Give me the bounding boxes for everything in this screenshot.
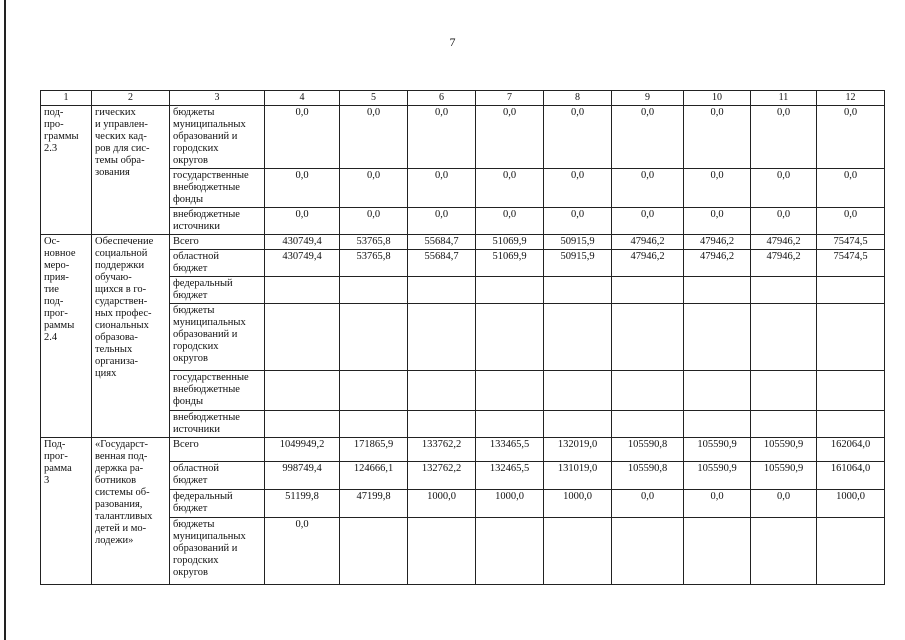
value-cell: 0,0 xyxy=(684,169,751,208)
value-cell xyxy=(408,277,476,304)
value-cell xyxy=(265,304,340,371)
budget-table xyxy=(40,90,885,585)
value-cell: 0,0 xyxy=(684,208,751,235)
funding-source-cell: областной бюджет xyxy=(170,250,265,277)
value-cell xyxy=(817,411,885,438)
value-cell xyxy=(544,304,612,371)
value-cell: 0,0 xyxy=(684,490,751,518)
value-cell xyxy=(265,411,340,438)
value-cell xyxy=(408,371,476,411)
value-cell xyxy=(612,518,684,585)
value-cell: 133465,5 xyxy=(476,438,544,462)
value-cell xyxy=(476,277,544,304)
value-cell: 105590,9 xyxy=(684,438,751,462)
value-cell xyxy=(476,304,544,371)
value-cell: 0,0 xyxy=(265,518,340,585)
value-cell: 131019,0 xyxy=(544,462,612,490)
value-cell: 0,0 xyxy=(612,169,684,208)
value-cell xyxy=(612,371,684,411)
column-header: 3 xyxy=(170,91,265,106)
value-cell: 53765,8 xyxy=(340,250,408,277)
value-cell xyxy=(544,518,612,585)
funding-source-cell: государственные внебюджетные фонды xyxy=(170,371,265,411)
value-cell xyxy=(544,277,612,304)
table-row xyxy=(41,438,885,462)
value-cell: 171865,9 xyxy=(340,438,408,462)
value-cell: 47946,2 xyxy=(751,235,817,250)
funding-source-cell: бюджеты муниципальных образований и городских округов xyxy=(170,304,265,371)
value-cell: 55684,7 xyxy=(408,250,476,277)
value-cell: 0,0 xyxy=(265,208,340,235)
value-cell: 132762,2 xyxy=(408,462,476,490)
funding-source-cell: федеральный бюджет xyxy=(170,277,265,304)
table-body xyxy=(41,91,885,585)
value-cell: 430749,4 xyxy=(265,235,340,250)
column-header: 12 xyxy=(817,91,885,106)
value-cell: 50915,9 xyxy=(544,250,612,277)
value-cell: 430749,4 xyxy=(265,250,340,277)
value-cell xyxy=(751,371,817,411)
value-cell xyxy=(612,411,684,438)
column-header: 1 xyxy=(41,91,92,106)
value-cell xyxy=(340,304,408,371)
value-cell: 1000,0 xyxy=(476,490,544,518)
value-cell xyxy=(265,277,340,304)
column-header: 6 xyxy=(408,91,476,106)
value-cell: 1000,0 xyxy=(408,490,476,518)
value-cell: 0,0 xyxy=(340,169,408,208)
header-row xyxy=(41,91,885,106)
funding-source-cell: бюджеты муниципальных образований и городских округов xyxy=(170,518,265,585)
value-cell: 50915,9 xyxy=(544,235,612,250)
column-header: 5 xyxy=(340,91,408,106)
funding-source-cell: бюджеты муниципальных образований и городских округов xyxy=(170,106,265,169)
value-cell: 105590,8 xyxy=(612,462,684,490)
value-cell xyxy=(408,304,476,371)
value-cell: 124666,1 xyxy=(340,462,408,490)
program-code-cell: под- про- граммы 2.3 xyxy=(41,106,92,235)
value-cell: 0,0 xyxy=(265,106,340,169)
value-cell: 53765,8 xyxy=(340,235,408,250)
value-cell: 0,0 xyxy=(408,208,476,235)
value-cell: 0,0 xyxy=(817,169,885,208)
value-cell xyxy=(684,411,751,438)
left-margin-rule xyxy=(4,0,6,640)
table-row xyxy=(41,235,885,250)
value-cell xyxy=(408,518,476,585)
value-cell: 0,0 xyxy=(476,169,544,208)
column-header: 10 xyxy=(684,91,751,106)
value-cell xyxy=(751,518,817,585)
value-cell: 47946,2 xyxy=(612,235,684,250)
value-cell: 998749,4 xyxy=(265,462,340,490)
value-cell: 1000,0 xyxy=(817,490,885,518)
value-cell: 0,0 xyxy=(476,106,544,169)
value-cell: 161064,0 xyxy=(817,462,885,490)
value-cell xyxy=(612,304,684,371)
value-cell xyxy=(817,371,885,411)
value-cell xyxy=(684,277,751,304)
value-cell: 0,0 xyxy=(408,106,476,169)
value-cell: 0,0 xyxy=(751,208,817,235)
funding-source-cell: федеральный бюджет xyxy=(170,490,265,518)
value-cell: 0,0 xyxy=(817,208,885,235)
program-name-cell: гических и управлен- ческих кад- ров для сис- темы обра- зования xyxy=(92,106,170,235)
value-cell: 51069,9 xyxy=(476,250,544,277)
column-header: 8 xyxy=(544,91,612,106)
value-cell xyxy=(544,371,612,411)
value-cell: 1000,0 xyxy=(544,490,612,518)
value-cell xyxy=(612,277,684,304)
value-cell xyxy=(684,371,751,411)
value-cell: 0,0 xyxy=(265,169,340,208)
funding-source-cell: государственные внебюджетные фонды xyxy=(170,169,265,208)
value-cell: 133762,2 xyxy=(408,438,476,462)
program-name-cell: «Государст- венная под- держка ра- ботников системы об- разования, талантливых детей и мо- лодежи» xyxy=(92,438,170,585)
value-cell: 0,0 xyxy=(408,169,476,208)
value-cell: 105590,8 xyxy=(612,438,684,462)
column-header: 4 xyxy=(265,91,340,106)
funding-source-cell: внебюджетные источники xyxy=(170,208,265,235)
value-cell xyxy=(684,518,751,585)
value-cell: 0,0 xyxy=(751,490,817,518)
funding-source-cell: областной бюджет xyxy=(170,462,265,490)
value-cell: 0,0 xyxy=(544,169,612,208)
value-cell xyxy=(265,371,340,411)
column-header: 7 xyxy=(476,91,544,106)
funding-source-cell: Всего xyxy=(170,438,265,462)
value-cell: 51069,9 xyxy=(476,235,544,250)
value-cell: 105590,9 xyxy=(751,462,817,490)
value-cell: 0,0 xyxy=(817,106,885,169)
value-cell xyxy=(544,411,612,438)
value-cell xyxy=(751,304,817,371)
value-cell: 75474,5 xyxy=(817,235,885,250)
value-cell: 0,0 xyxy=(612,106,684,169)
value-cell xyxy=(751,277,817,304)
value-cell xyxy=(684,304,751,371)
value-cell xyxy=(817,518,885,585)
value-cell: 51199,8 xyxy=(265,490,340,518)
value-cell: 75474,5 xyxy=(817,250,885,277)
value-cell: 47946,2 xyxy=(684,235,751,250)
value-cell: 132019,0 xyxy=(544,438,612,462)
value-cell: 0,0 xyxy=(340,106,408,169)
value-cell: 0,0 xyxy=(751,169,817,208)
value-cell xyxy=(476,371,544,411)
value-cell: 1049949,2 xyxy=(265,438,340,462)
value-cell: 105590,9 xyxy=(751,438,817,462)
value-cell: 0,0 xyxy=(544,106,612,169)
value-cell: 47946,2 xyxy=(612,250,684,277)
table-row xyxy=(41,106,885,169)
column-header: 11 xyxy=(751,91,817,106)
value-cell: 0,0 xyxy=(544,208,612,235)
funding-source-cell: Всего xyxy=(170,235,265,250)
value-cell: 0,0 xyxy=(340,208,408,235)
value-cell xyxy=(751,411,817,438)
value-cell xyxy=(476,411,544,438)
value-cell: 0,0 xyxy=(684,106,751,169)
value-cell: 132465,5 xyxy=(476,462,544,490)
value-cell: 47199,8 xyxy=(340,490,408,518)
program-name-cell: Обеспечение социальной поддержки обучаю- щихся в го- сударствен- ных профес- сиональных образова- тельных организа- циях xyxy=(92,235,170,438)
value-cell xyxy=(476,518,544,585)
value-cell: 55684,7 xyxy=(408,235,476,250)
program-code-cell: Под- прог- рамма 3 xyxy=(41,438,92,585)
page-number: 7 xyxy=(449,35,456,49)
funding-source-cell: внебюджетные источники xyxy=(170,411,265,438)
value-cell xyxy=(340,518,408,585)
value-cell: 0,0 xyxy=(476,208,544,235)
value-cell: 105590,9 xyxy=(684,462,751,490)
value-cell xyxy=(340,411,408,438)
value-cell: 162064,0 xyxy=(817,438,885,462)
value-cell: 47946,2 xyxy=(751,250,817,277)
column-header: 2 xyxy=(92,91,170,106)
column-header: 9 xyxy=(612,91,684,106)
value-cell xyxy=(408,411,476,438)
value-cell xyxy=(340,277,408,304)
value-cell xyxy=(817,304,885,371)
value-cell: 0,0 xyxy=(612,490,684,518)
program-code-cell: Ос- новное меро- прия- тие под- прог- раммы 2.4 xyxy=(41,235,92,438)
value-cell xyxy=(817,277,885,304)
value-cell: 0,0 xyxy=(751,106,817,169)
value-cell: 0,0 xyxy=(612,208,684,235)
value-cell: 47946,2 xyxy=(684,250,751,277)
value-cell xyxy=(340,371,408,411)
